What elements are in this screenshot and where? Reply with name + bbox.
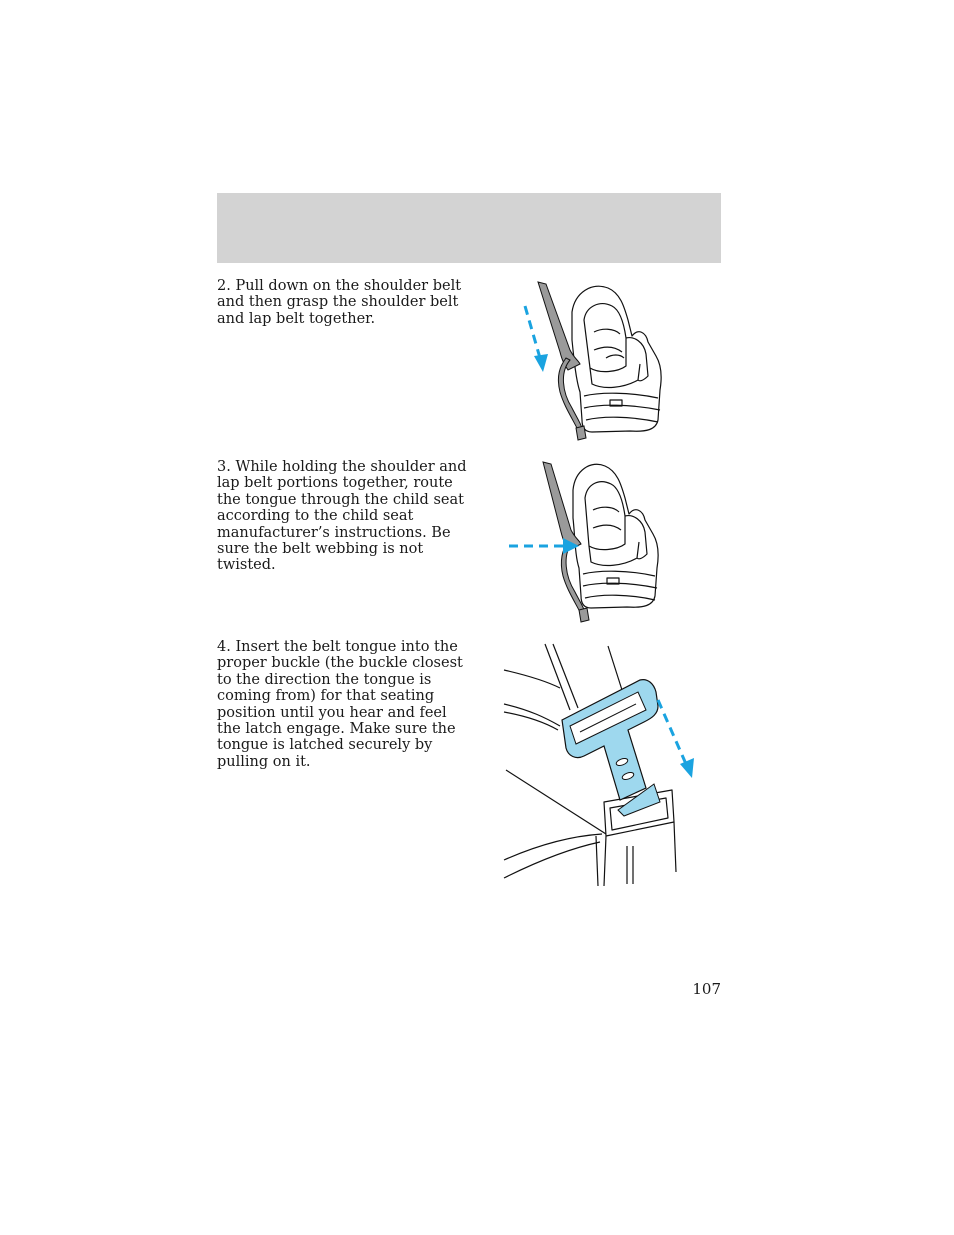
child-seat-route-tongue-illustration — [505, 460, 667, 627]
belt-tongue-buckle-illustration — [500, 640, 700, 885]
step-4-text: 4. Insert the belt tongue into the proper buckle (the buckle closest to the direction the tongue is coming from) for that seating position until you hear and feel the latch engage. Make sure the tongue is latched securely by pulling on it. — [217, 639, 463, 770]
step-3-text: 3. While holding the shoulder and lap belt portions together, route the tongue through the child seat according to the child seat manufacturer’s instructions. Be sure the belt webbing is not twisted. — [217, 459, 467, 574]
step-2-text: 2. Pull down on the shoulder belt and then grasp the shoulder belt and lap belt together. — [217, 278, 462, 327]
page-number: 107 — [692, 980, 721, 998]
section-header-bar — [217, 193, 721, 263]
child-seat-pull-belt-illustration — [520, 280, 672, 445]
